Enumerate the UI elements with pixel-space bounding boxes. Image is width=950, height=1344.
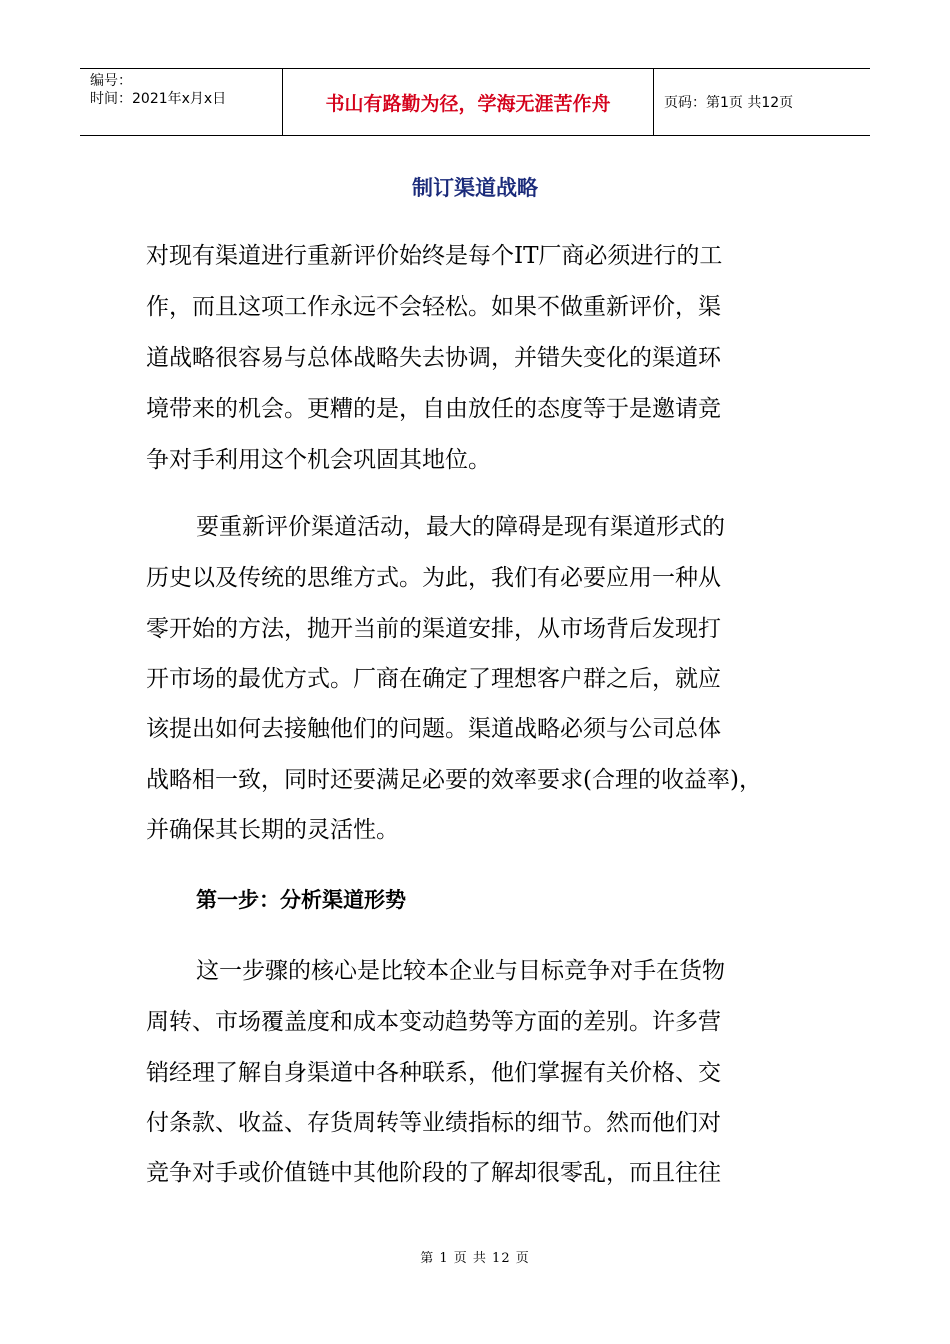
paragraph-2-line-5: 该提出如何去接触他们的问题。渠道战略必须与公司总体 — [146, 716, 721, 742]
time-label: 时间：2021年x月x日 — [90, 91, 227, 107]
paragraph-2-line-2: 历史以及传统的思维方式。为此，我们有必要应用一种从 — [146, 565, 721, 591]
number-label: 编号： — [90, 73, 132, 89]
paragraph-2-line-7: 并确保其长期的灵活性。 — [146, 817, 399, 843]
paragraph-1-line-5: 争对手利用这个机会巩固其地位。 — [146, 447, 491, 473]
header-meta — [80, 69, 282, 135]
paragraph-3-line-5: 竞争对手或价值链中其他阶段的了解却很零乱，而且往往 — [146, 1160, 721, 1186]
header-motto: 书山有路勤为径，学海无涯苦作舟 — [282, 69, 654, 135]
page-footer: 第 1 页 共 12 页 — [420, 1251, 530, 1266]
section-heading: 第一步：分析渠道形势 — [196, 888, 406, 912]
paragraph-1-line-3: 道战略很容易与总体战略失去协调，并错失变化的渠道环 — [146, 345, 721, 371]
document-header — [80, 68, 870, 136]
paragraph-1-line-2: 作，而且这项工作永远不会轻松。如果不做重新评价，渠 — [146, 294, 721, 320]
header-page-info: 页码：第1页 共12页 — [664, 95, 794, 111]
paragraph-2-line-1: 要重新评价渠道活动，最大的障碍是现有渠道形式的 — [196, 514, 725, 540]
paragraph-2-line-3: 零开始的方法，抛开当前的渠道安排，从市场背后发现打 — [146, 616, 721, 642]
paragraph-1-line-1: 对现有渠道进行重新评价始终是每个IT厂商必须进行的工 — [146, 243, 723, 269]
document-title: 制订渠道战略 — [412, 176, 538, 200]
paragraph-1-line-4: 境带来的机会。更糟的是，自由放任的态度等于是邀请竞 — [146, 396, 721, 422]
paragraph-3-line-4: 付条款、收益、存货周转等业绩指标的细节。然而他们对 — [146, 1110, 721, 1136]
paragraph-2-line-4: 开市场的最优方式。厂商在确定了理想客户群之后，就应 — [146, 666, 721, 692]
paragraph-3-line-1: 这一步骤的核心是比较本企业与目标竞争对手在货物 — [196, 958, 725, 984]
paragraph-3-line-3: 销经理了解自身渠道中各种联系，他们掌握有关价格、交 — [146, 1060, 721, 1086]
paragraph-2-line-6: 战略相一致，同时还要满足必要的效率要求(合理的收益率)， — [146, 767, 762, 793]
paragraph-3-line-2: 周转、市场覆盖度和成本变动趋势等方面的差别。许多营 — [146, 1009, 721, 1035]
